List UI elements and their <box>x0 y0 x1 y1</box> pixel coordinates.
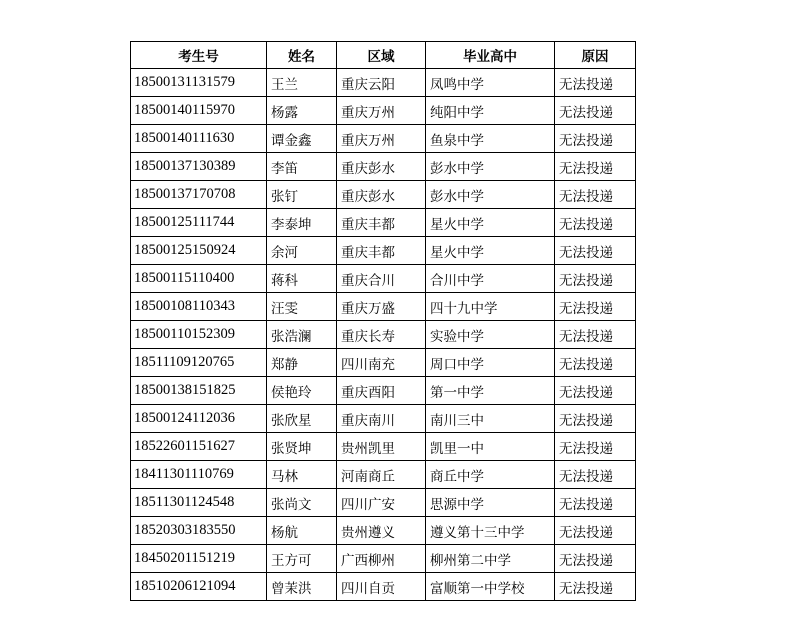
name-cell: 王兰 <box>267 69 337 97</box>
table-row <box>131 293 636 321</box>
table-row <box>131 97 636 125</box>
high-school-cell: 合川中学 <box>426 265 555 293</box>
header-high-school: 毕业高中 <box>426 42 555 69</box>
region-cell: 四川自贡 <box>337 573 426 601</box>
table-row <box>131 405 636 433</box>
region-cell: 四川广安 <box>337 489 426 517</box>
exam-number-cell: 18522601151627 <box>131 433 267 461</box>
reason-cell: 无法投递 <box>555 237 636 265</box>
exam-number-cell: 18511109120765 <box>131 349 267 377</box>
reason-cell: 无法投递 <box>555 209 636 237</box>
exam-number-cell: 18500124112036 <box>131 405 267 433</box>
region-cell: 重庆长寿 <box>337 321 426 349</box>
high-school-cell: 凤鸣中学 <box>426 69 555 97</box>
region-cell: 贵州凯里 <box>337 433 426 461</box>
high-school-cell: 周口中学 <box>426 349 555 377</box>
table-row <box>131 545 636 573</box>
table-row <box>131 69 636 97</box>
table-row <box>131 489 636 517</box>
table-row <box>131 573 636 601</box>
reason-cell: 无法投递 <box>555 489 636 517</box>
name-cell: 汪雯 <box>267 293 337 321</box>
name-cell: 杨航 <box>267 517 337 545</box>
exam-number-cell: 18520303183550 <box>131 517 267 545</box>
exam-number-cell: 18500131131579 <box>131 69 267 97</box>
table-row <box>131 125 636 153</box>
exam-number-cell: 18500110152309 <box>131 321 267 349</box>
reason-cell: 无法投递 <box>555 153 636 181</box>
header-name: 姓名 <box>267 42 337 69</box>
high-school-cell: 凯里一中 <box>426 433 555 461</box>
region-cell: 重庆南川 <box>337 405 426 433</box>
reason-cell: 无法投递 <box>555 265 636 293</box>
region-cell: 重庆彭水 <box>337 181 426 209</box>
exam-number-cell: 18500140111630 <box>131 125 267 153</box>
high-school-cell: 彭水中学 <box>426 181 555 209</box>
reason-cell: 无法投递 <box>555 181 636 209</box>
reason-cell: 无法投递 <box>555 293 636 321</box>
high-school-cell: 纯阳中学 <box>426 97 555 125</box>
reason-cell: 无法投递 <box>555 69 636 97</box>
reason-cell: 无法投递 <box>555 349 636 377</box>
name-cell: 马林 <box>267 461 337 489</box>
name-cell: 郑静 <box>267 349 337 377</box>
name-cell: 张贤坤 <box>267 433 337 461</box>
exam-number-cell: 18411301110769 <box>131 461 267 489</box>
reason-cell: 无法投递 <box>555 433 636 461</box>
exam-number-cell: 18500108110343 <box>131 293 267 321</box>
region-cell: 重庆丰都 <box>337 209 426 237</box>
high-school-cell: 南川三中 <box>426 405 555 433</box>
name-cell: 张钉 <box>267 181 337 209</box>
reason-cell: 无法投递 <box>555 545 636 573</box>
region-cell: 重庆酉阳 <box>337 377 426 405</box>
name-cell: 王方可 <box>267 545 337 573</box>
reason-cell: 无法投递 <box>555 377 636 405</box>
name-cell: 余河 <box>267 237 337 265</box>
reason-cell: 无法投递 <box>555 125 636 153</box>
high-school-cell: 星火中学 <box>426 209 555 237</box>
high-school-cell: 第一中学 <box>426 377 555 405</box>
high-school-cell: 四十九中学 <box>426 293 555 321</box>
high-school-cell: 彭水中学 <box>426 153 555 181</box>
table-row <box>131 377 636 405</box>
high-school-cell: 星火中学 <box>426 237 555 265</box>
name-cell: 张欣星 <box>267 405 337 433</box>
exam-number-cell: 18500125111744 <box>131 209 267 237</box>
name-cell: 蒋科 <box>267 265 337 293</box>
table-row <box>131 349 636 377</box>
region-cell: 重庆丰都 <box>337 237 426 265</box>
header-region: 区域 <box>337 42 426 69</box>
name-cell: 谭金鑫 <box>267 125 337 153</box>
region-cell: 广西柳州 <box>337 545 426 573</box>
exam-number-cell: 18500115110400 <box>131 265 267 293</box>
region-cell: 重庆万州 <box>337 125 426 153</box>
reason-cell: 无法投递 <box>555 405 636 433</box>
table-row <box>131 461 636 489</box>
header-reason: 原因 <box>555 42 636 69</box>
name-cell: 曾茉洪 <box>267 573 337 601</box>
high-school-cell: 思源中学 <box>426 489 555 517</box>
reason-cell: 无法投递 <box>555 321 636 349</box>
reason-cell: 无法投递 <box>555 517 636 545</box>
region-cell: 重庆万盛 <box>337 293 426 321</box>
table-row <box>131 209 636 237</box>
region-cell: 重庆云阳 <box>337 69 426 97</box>
region-cell: 贵州遵义 <box>337 517 426 545</box>
region-cell: 重庆万州 <box>337 97 426 125</box>
exam-number-cell: 18500137130389 <box>131 153 267 181</box>
high-school-cell: 富顺第一中学校 <box>426 573 555 601</box>
exam-number-cell: 18510206121094 <box>131 573 267 601</box>
header-exam-number: 考生号 <box>131 42 267 69</box>
reason-cell: 无法投递 <box>555 573 636 601</box>
student-table <box>130 41 636 601</box>
exam-number-cell: 18511301124548 <box>131 489 267 517</box>
header-row <box>131 42 636 69</box>
table-row <box>131 321 636 349</box>
table-row <box>131 181 636 209</box>
exam-number-cell: 18500138151825 <box>131 377 267 405</box>
table-row <box>131 237 636 265</box>
region-cell: 重庆彭水 <box>337 153 426 181</box>
table-row <box>131 265 636 293</box>
table-row <box>131 433 636 461</box>
high-school-cell: 鱼泉中学 <box>426 125 555 153</box>
high-school-cell: 柳州第二中学 <box>426 545 555 573</box>
region-cell: 河南商丘 <box>337 461 426 489</box>
region-cell: 重庆合川 <box>337 265 426 293</box>
exam-number-cell: 18500137170708 <box>131 181 267 209</box>
table-row <box>131 153 636 181</box>
table-row <box>131 517 636 545</box>
high-school-cell: 实验中学 <box>426 321 555 349</box>
high-school-cell: 商丘中学 <box>426 461 555 489</box>
name-cell: 李笛 <box>267 153 337 181</box>
name-cell: 侯艳玲 <box>267 377 337 405</box>
reason-cell: 无法投递 <box>555 461 636 489</box>
exam-number-cell: 18500140115970 <box>131 97 267 125</box>
name-cell: 张浩澜 <box>267 321 337 349</box>
reason-cell: 无法投递 <box>555 97 636 125</box>
name-cell: 李泰坤 <box>267 209 337 237</box>
name-cell: 张尚文 <box>267 489 337 517</box>
region-cell: 四川南充 <box>337 349 426 377</box>
exam-number-cell: 18500125150924 <box>131 237 267 265</box>
name-cell: 杨露 <box>267 97 337 125</box>
exam-number-cell: 18450201151219 <box>131 545 267 573</box>
high-school-cell: 遵义第十三中学 <box>426 517 555 545</box>
